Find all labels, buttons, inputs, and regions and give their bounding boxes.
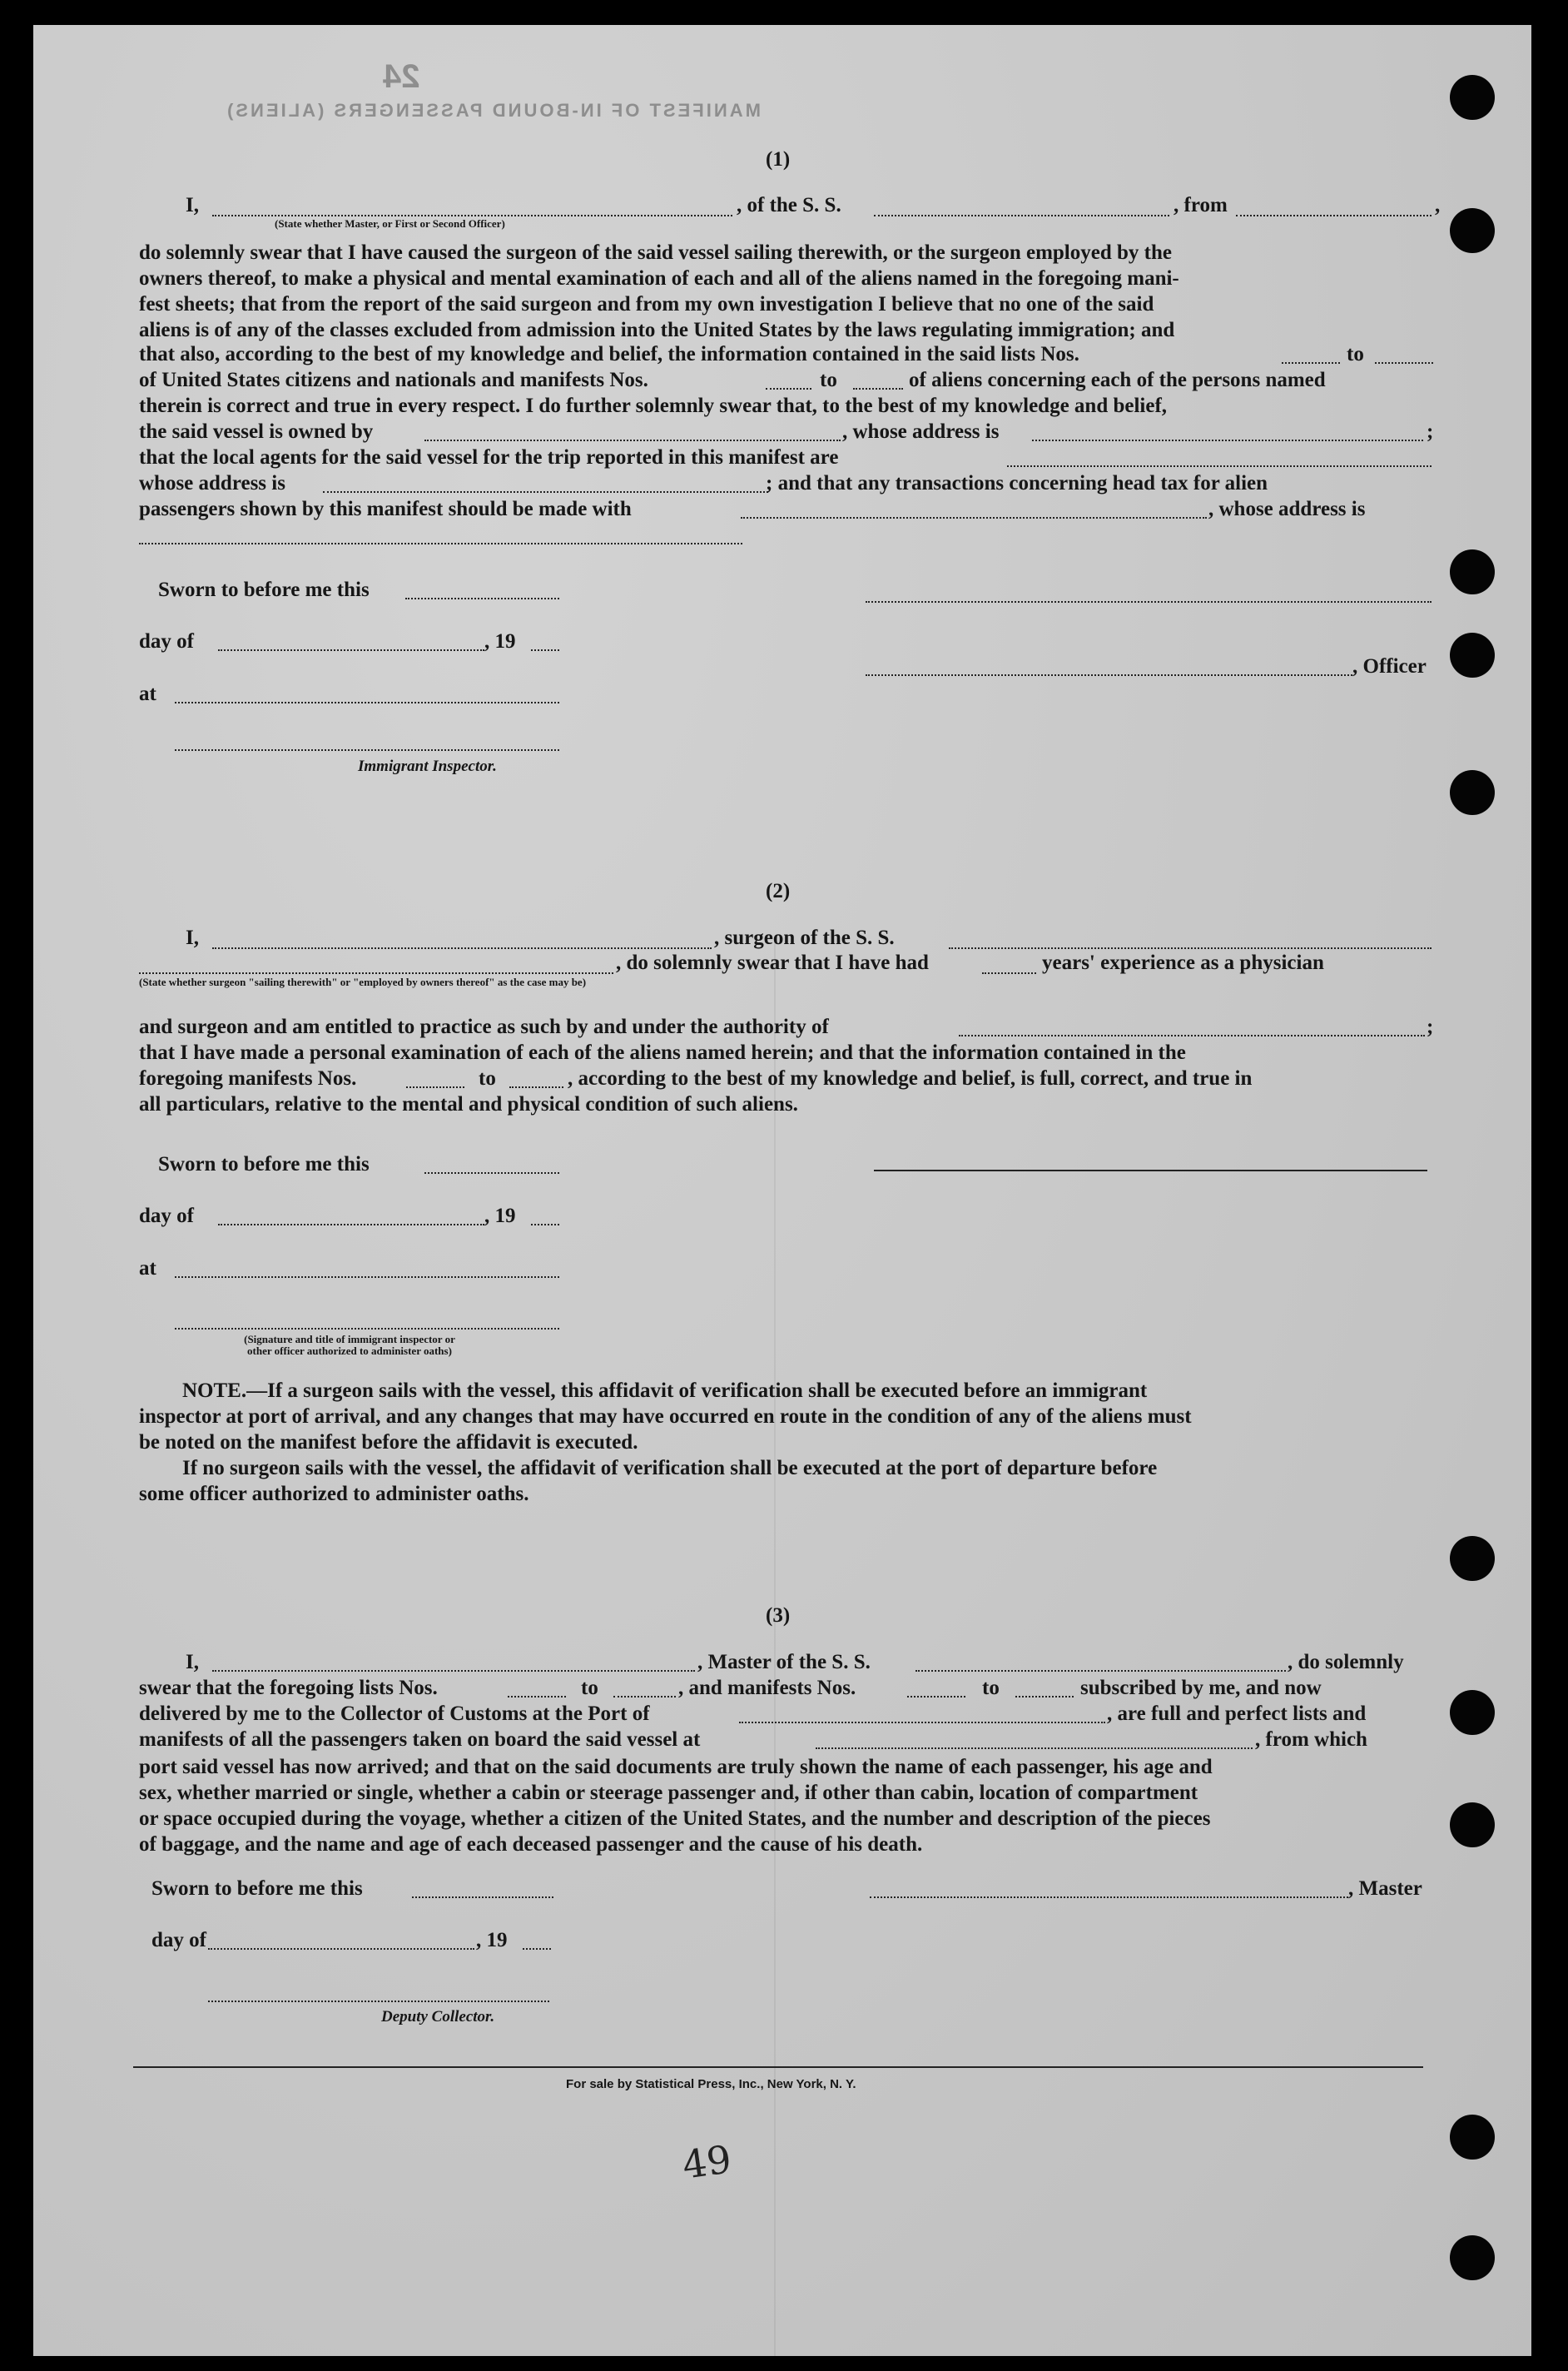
- s3-full-perfect: , are full and perfect lists and: [1107, 1702, 1367, 1725]
- s1-day-field[interactable]: [218, 649, 484, 651]
- s3-lists-from-field[interactable]: [508, 1696, 566, 1697]
- s2-surgeon-of: , surgeon of the S. S.: [714, 927, 895, 949]
- s3-master: , Master: [1348, 1877, 1422, 1900]
- s3-sworn: Sworn to before me this: [151, 1877, 363, 1900]
- punch-hole: [1450, 75, 1495, 120]
- s1-at-field[interactable]: [175, 702, 559, 703]
- s1-from: , from: [1174, 194, 1228, 216]
- s1-head-tax-address-field[interactable]: [139, 543, 742, 544]
- s1-of-ss: , of the S. S.: [737, 194, 841, 216]
- s1-citizens: of United States citizens and nationals and manifests Nos.: [139, 369, 648, 391]
- s3-master-name-field[interactable]: [212, 1670, 695, 1672]
- punch-hole: [1450, 1690, 1495, 1735]
- handwritten-page-number: 49: [679, 2136, 735, 2188]
- s1-at: at: [139, 683, 156, 705]
- s2-sig-note-1: (Signature and title of immigrant inspector or: [244, 1333, 455, 1345]
- section-2-number: (2): [766, 880, 791, 902]
- s3-master-of: , Master of the S. S.: [697, 1651, 871, 1673]
- s2-i-label: I,: [186, 927, 199, 949]
- s3-line: or space occupied during the voyage, whether a citizen of the United States, and the number and description of the pieces: [139, 1807, 1211, 1830]
- s3-manifests-to-field[interactable]: [1015, 1696, 1074, 1697]
- s3-to-2: to: [982, 1677, 1000, 1699]
- s3-port-field[interactable]: [739, 1722, 1105, 1723]
- s1-agents-address-field[interactable]: [323, 491, 768, 493]
- s2-examination: that I have made a personal examination of each of the aliens named herein; and that the information contained in the: [139, 1041, 1186, 1064]
- s3-subscribed: subscribed by me, and now: [1080, 1677, 1322, 1699]
- s3-delivered: delivered by me to the Collector of Customs at the Port of: [139, 1702, 650, 1725]
- s3-year-field[interactable]: [523, 1948, 551, 1950]
- s2-according: , according to the best of my knowledge and belief, is full, correct, and true in: [568, 1067, 1253, 1090]
- s1-lists-to: to: [1347, 343, 1364, 365]
- s2-authority: and surgeon and am entitled to practice as such by and under the authority of: [139, 1016, 829, 1038]
- punch-hole: [1450, 633, 1495, 678]
- s1-officer-name-field[interactable]: [212, 215, 732, 216]
- s1-officer: , Officer: [1352, 655, 1427, 678]
- s2-vessel-field[interactable]: [949, 947, 1432, 949]
- s3-sworn-field[interactable]: [412, 1896, 553, 1898]
- s3-day-field[interactable]: [208, 1948, 474, 1950]
- s2-sig-note-2: other officer authorized to administer oaths): [247, 1345, 452, 1357]
- page-fold: [774, 941, 776, 2356]
- s2-day-of: day of: [139, 1205, 194, 1227]
- s3-swear-lists: swear that the foregoing lists Nos.: [139, 1677, 438, 1699]
- s1-sworn-field[interactable]: [405, 598, 559, 599]
- s2-note-line: some officer authorized to administer oaths.: [139, 1483, 529, 1505]
- s1-officer-signature-line-1[interactable]: [866, 601, 1432, 603]
- s1-whose-address-2: whose address is: [139, 472, 285, 495]
- s2-sworn-field[interactable]: [424, 1172, 559, 1174]
- s1-head-tax: ; and that any transactions concerning head tax for alien: [766, 472, 1268, 495]
- s1-therein: therein is correct and true in every respect. I do further solemnly swear that, to the best of my knowledge and belief,: [139, 395, 1168, 417]
- footer-imprint: For sale by Statistical Press, Inc., New York, N. Y.: [566, 2077, 856, 2091]
- s2-to: to: [479, 1067, 496, 1090]
- s1-agents-field[interactable]: [1007, 465, 1432, 467]
- section-3-number: (3): [766, 1604, 791, 1627]
- s1-local-agents: that the local agents for the said vessel for the trip reported in this manifest are: [139, 446, 839, 469]
- s1-sworn: Sworn to before me this: [158, 579, 370, 601]
- s1-lists-from-field[interactable]: [1282, 362, 1340, 364]
- s2-surgeon-status-field[interactable]: [139, 972, 613, 974]
- s2-swear-had: , do solemnly swear that I have had: [616, 952, 929, 974]
- punch-hole: [1450, 208, 1495, 253]
- section-1-number: (1): [766, 148, 791, 171]
- s1-state-note: (State whether Master, or First or Second Officer): [275, 217, 505, 230]
- s2-particulars: all particulars, relative to the mental and physical condition of such aliens.: [139, 1093, 798, 1116]
- s2-authority-field[interactable]: [959, 1035, 1425, 1036]
- manifest-page: [33, 25, 1531, 2356]
- s2-foregoing: foregoing manifests Nos.: [139, 1067, 357, 1090]
- s2-manifest-from-field[interactable]: [406, 1086, 464, 1088]
- s3-from-which: , from which: [1255, 1728, 1367, 1751]
- s3-nineteen: , 19: [476, 1929, 508, 1951]
- s1-citizens-b: of aliens concerning each of the persons named: [909, 369, 1326, 391]
- s3-master-signature-line[interactable]: [870, 1896, 1348, 1898]
- s2-note-line: be noted on the manifest before the affidavit is executed.: [139, 1431, 638, 1454]
- s3-paragraph: [139, 1754, 1437, 1857]
- s2-note-line: If no surgeon sails with the vessel, the affidavit of verification shall be executed at the port of departure before: [182, 1457, 1158, 1479]
- s3-to-1: to: [581, 1677, 598, 1699]
- punch-hole: [1450, 1802, 1495, 1847]
- s1-line: owners thereof, to make a physical and mental examination of each and all of the aliens named in the foregoing mani-: [139, 267, 1179, 290]
- s1-lists-to-field[interactable]: [1375, 362, 1433, 364]
- s2-at-field[interactable]: [175, 1276, 559, 1278]
- s1-i-label: I,: [186, 194, 199, 216]
- s2-note-line: inspector at port of arrival, and any changes that may have occurred en route in the condition of any of the aliens must: [139, 1405, 1192, 1428]
- s1-line: aliens is of any of the classes excluded from admission into the United States by the laws regulating immigration; and: [139, 319, 1175, 341]
- s1-day-of: day of: [139, 630, 194, 653]
- s1-head-tax-party-field[interactable]: [741, 517, 1207, 519]
- s1-manifest-from-field[interactable]: [766, 388, 811, 390]
- s1-paragraph: [139, 240, 1437, 343]
- s2-note-line: NOTE.—If a surgeon sails with the vessel, this affidavit of verification shall be executed before an immigrant: [182, 1379, 1148, 1402]
- s3-deputy-caption: Deputy Collector.: [381, 2008, 495, 2026]
- s3-do-solemnly: , do solemnly: [1288, 1651, 1404, 1673]
- s1-passengers: passengers shown by this manifest should be made with: [139, 498, 632, 520]
- punch-hole: [1450, 2235, 1495, 2280]
- s1-owned-by: the said vessel is owned by: [139, 420, 374, 443]
- s3-manifests-from-field[interactable]: [907, 1696, 965, 1697]
- s1-officer-signature-line-2[interactable]: [866, 674, 1352, 676]
- s3-manifests-all: manifests of all the passengers taken on board the said vessel at: [139, 1728, 701, 1751]
- s2-day-field[interactable]: [218, 1224, 484, 1225]
- s1-whose-address-3: , whose address is: [1208, 498, 1366, 520]
- s1-comma: ,: [1435, 194, 1441, 216]
- s3-i-label: I,: [186, 1651, 199, 1673]
- s2-manifest-to-field[interactable]: [509, 1086, 563, 1088]
- s2-sig-note: [179, 1334, 520, 1357]
- s2-years: years' experience as a physician: [1042, 952, 1324, 974]
- punch-hole: [1450, 1536, 1495, 1581]
- s1-year-field[interactable]: [531, 649, 559, 651]
- s2-semicolon: ;: [1427, 1016, 1434, 1038]
- s2-at: at: [139, 1257, 156, 1280]
- s1-manifest-to: to: [820, 369, 837, 391]
- s1-semicolon: ;: [1427, 420, 1434, 443]
- s1-line: fest sheets; that from the report of the said surgeon and from my own investigation I believe that no one of the said: [139, 293, 1154, 316]
- s1-owner-field[interactable]: [424, 440, 841, 441]
- s1-lists-nos: that also, according to the best of my knowledge and belief, the information contained in the said lists Nos.: [139, 343, 1079, 365]
- s3-line: port said vessel has now arrived; and that on the said documents are truly shown the name of each passenger, his age and: [139, 1756, 1213, 1778]
- s3-vessel-field[interactable]: [915, 1670, 1286, 1672]
- s3-embark-port-field[interactable]: [816, 1747, 1253, 1749]
- s2-signature-line[interactable]: [175, 1328, 559, 1330]
- s3-deputy-signature-line[interactable]: [208, 2001, 549, 2002]
- s3-day-of: day of: [151, 1929, 206, 1951]
- s1-from-field[interactable]: [1236, 215, 1432, 216]
- s1-vessel-field[interactable]: [874, 215, 1169, 216]
- s2-year-field[interactable]: [531, 1224, 559, 1225]
- punch-hole: [1450, 549, 1495, 594]
- bleed-through-title: MANIFEST OF IN-BOUND PASSENGERS (ALIENS): [225, 100, 761, 121]
- s1-inspector-caption: Immigrant Inspector.: [358, 758, 497, 775]
- s1-owner-address-field[interactable]: [1032, 440, 1423, 441]
- punch-hole: [1450, 2115, 1495, 2160]
- s1-inspector-signature-line[interactable]: [175, 749, 559, 751]
- s1-line: do solemnly swear that I have caused the surgeon of the said vessel sailing therewith, or the surgeon employed by the: [139, 241, 1172, 264]
- s3-and-manifests: , and manifests Nos.: [678, 1677, 856, 1699]
- s2-surgeon-name-field[interactable]: [212, 947, 712, 949]
- bottom-rule: [133, 2066, 1423, 2068]
- s3-lists-to-field[interactable]: [613, 1696, 676, 1697]
- s1-nineteen: , 19: [484, 630, 516, 653]
- s2-surgeon-signature-line[interactable]: [874, 1170, 1427, 1171]
- s3-line: sex, whether married or single, whether a cabin or steerage passenger and, if other than cabin, location of compartment: [139, 1782, 1198, 1804]
- s2-note: [139, 1378, 1437, 1507]
- s2-nineteen: , 19: [484, 1205, 516, 1227]
- s2-state-note: (State whether surgeon "sailing therewith" or "employed by owners thereof" as the case may be): [139, 976, 587, 988]
- s2-years-field[interactable]: [982, 972, 1036, 974]
- punch-hole: [1450, 770, 1495, 815]
- s2-sworn: Sworn to before me this: [158, 1153, 370, 1176]
- s1-whose-address: , whose address is: [842, 420, 1000, 443]
- bleed-through-number: 24: [383, 58, 420, 95]
- s3-line: of baggage, and the name and age of each deceased passenger and the cause of his death.: [139, 1833, 923, 1856]
- s1-manifest-to-field[interactable]: [853, 388, 903, 390]
